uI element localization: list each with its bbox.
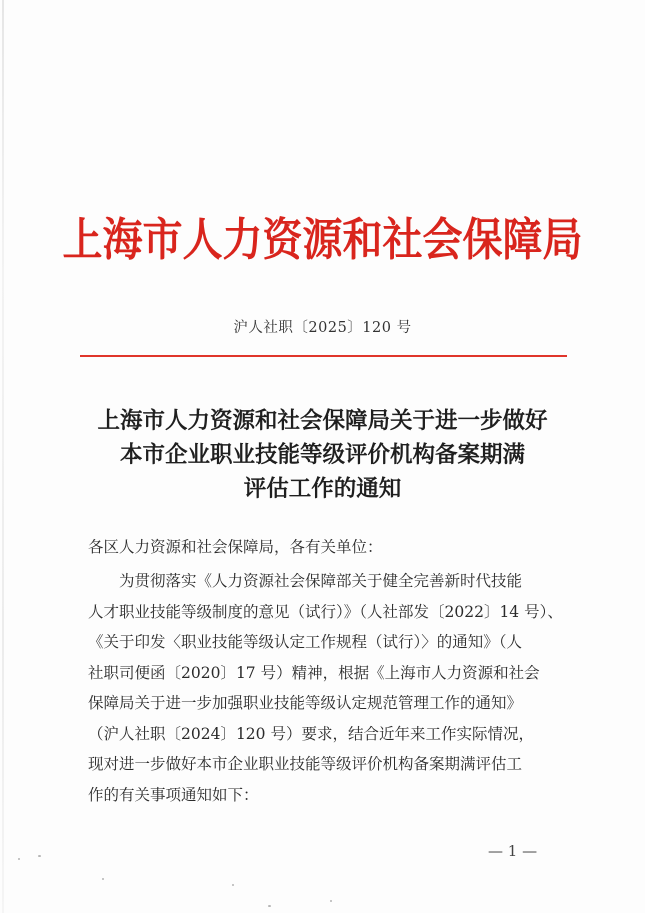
document-number: 沪人社职〔2025〕120 号: [233, 320, 412, 336]
title-line: 上海市人力资源和社会保障局关于进一步做好: [97, 408, 548, 434]
scan-speck: [18, 858, 20, 860]
scan-speck: [268, 905, 271, 907]
title-line: 本市企业职业技能等级评价机构备案期满: [119, 442, 525, 468]
body-line: 保障局关于进一步加强职业技能等级认定规范管理工作的通知》: [88, 694, 523, 712]
body-line: 社职司便函〔2020〕17 号）精神，根据《上海市人力资源和社会: [88, 663, 540, 682]
scan-speck: [102, 878, 104, 880]
body-line: 作的有关事项通知如下：: [88, 785, 259, 804]
scan-speck: [232, 884, 234, 886]
document-title: [0, 404, 645, 506]
scan-speck: [38, 855, 41, 857]
red-divider-line: [80, 355, 567, 357]
body-line: 人才职业技能等级制度的意见（试行）》（人社部发〔2022〕14 号）、: [88, 602, 563, 621]
scan-speck: [330, 900, 332, 902]
page-number: — 1 —: [488, 842, 538, 860]
body-line: 为贯彻落实《人力资源社会保障部关于健全完善新时代技能: [88, 572, 523, 590]
issuer-red-header: 上海市人力资源和社会保障局: [62, 213, 583, 267]
body-line: 现对进一步做好本市企业职业技能等级评价机构备案期满评估工: [88, 755, 523, 773]
body-line: （沪人社职〔2024〕120 号）要求，结合近年来工作实际情况，: [88, 724, 534, 743]
body-line: 《关于印发〈职业技能等级认定工作规程（试行）〉的通知》（人: [88, 633, 523, 651]
body-paragraph: [88, 566, 568, 810]
title-line: 评估工作的通知: [243, 476, 402, 502]
salutation: 各区人力资源和社会保障局，各有关单位：: [88, 538, 383, 556]
